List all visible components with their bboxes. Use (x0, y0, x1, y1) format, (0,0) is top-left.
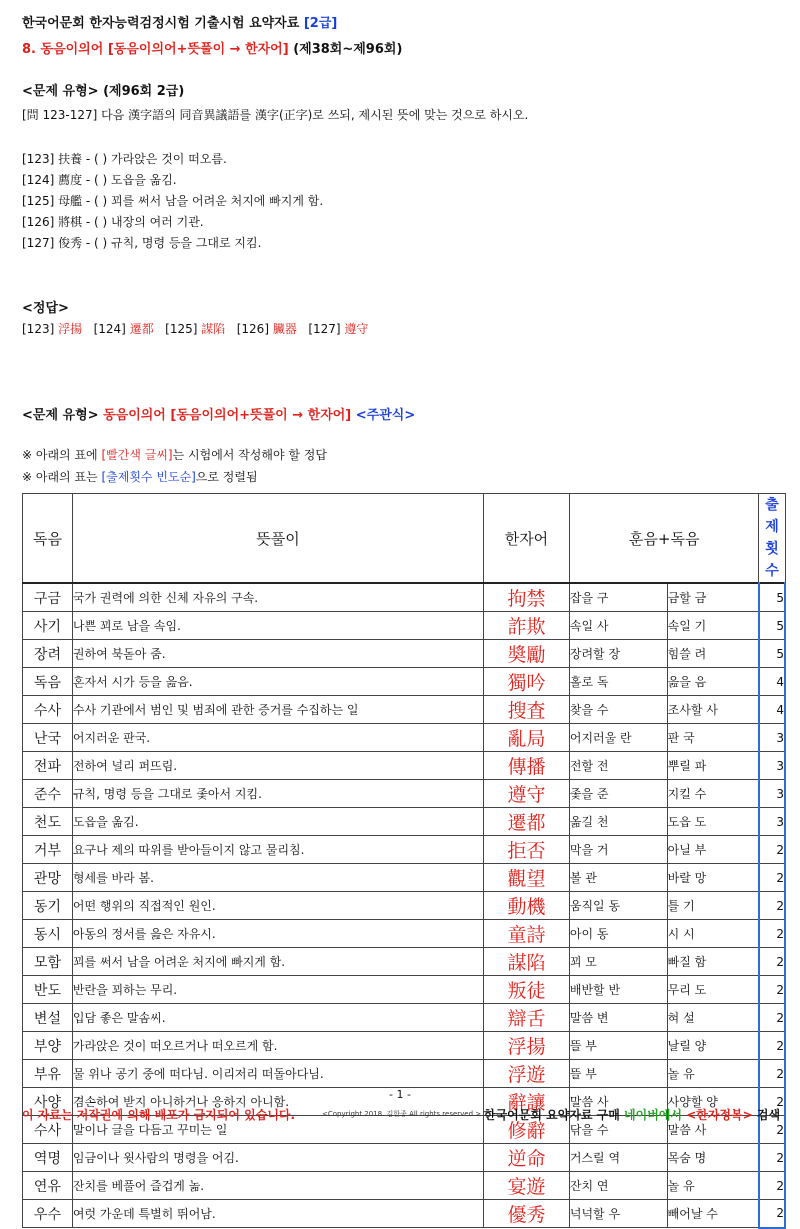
frequency-cell: 2 (759, 1116, 785, 1144)
frequency-cell: 2 (759, 1144, 785, 1172)
section-title-range: (제38회~제96회) (288, 42, 403, 57)
hanja-cell: 謀陷 (484, 948, 570, 976)
section-title-red: 8. 동음이의어 [동음이의어+뜻풀이 → 한자어] (22, 42, 289, 57)
frequency-cell: 2 (759, 976, 785, 1004)
meaning-cell: 수사 기관에서 범인 및 범죄에 관한 증거를 수집하는 일 (72, 696, 483, 724)
header-frequency-line1: 출제 (765, 497, 779, 535)
hun-cell: 무리 도 (667, 976, 759, 1004)
hun-cell: 혀 설 (667, 1004, 759, 1032)
question-125: [125] 母艦 - ( ) 꾀를 써서 남을 어려운 처지에 빠지게 함. (22, 194, 324, 208)
hun-cell: 옮길 천 (569, 808, 667, 836)
hun-cell: 사양할 양 (667, 1088, 759, 1116)
hanja-cell: 浮遊 (484, 1060, 570, 1088)
copyright-notice: 이 자료는 저작권에 의해 배포가 금지되어 있습니다. (22, 1108, 296, 1122)
table-row (23, 1032, 786, 1060)
hanja-cell: 拘禁 (484, 583, 570, 612)
answer-num: [125] (165, 322, 198, 336)
frequency-cell: 5 (759, 583, 785, 612)
hun-cell: 홀로 독 (569, 668, 667, 696)
hun-cell: 빼어날 수 (667, 1200, 759, 1228)
note1-red: [빨간색 글씨] (101, 448, 173, 462)
meaning-cell: 어지러운 판국. (72, 724, 483, 752)
note1-a: ※ 아래의 표에 (22, 448, 102, 462)
hun-cell: 닦을 수 (569, 1116, 667, 1144)
reading-cell: 구금 (23, 583, 73, 612)
answer-value: 浮揚 (58, 322, 83, 336)
hun-cell: 판 국 (667, 724, 759, 752)
purchase-b: 검색 (752, 1108, 781, 1122)
purchase-red: <한자정복> (686, 1108, 753, 1122)
hanja-cell: 辭讓 (484, 1088, 570, 1116)
frequency-cell: 5 (759, 640, 785, 668)
hanja-cell: 優秀 (484, 1200, 570, 1228)
hun-cell: 빠질 함 (667, 948, 759, 976)
hun-cell: 장려할 장 (569, 640, 667, 668)
hun-cell: 넉넉할 우 (569, 1200, 667, 1228)
purchase-notice (484, 1106, 780, 1123)
page-number: - 1 - (389, 1088, 411, 1101)
header-meaning: 뜻풀이 (72, 494, 483, 584)
reading-cell: 준수 (23, 780, 73, 808)
hun-cell: 목숨 명 (667, 1144, 759, 1172)
heading-black: <문제 유형> (22, 408, 104, 423)
reading-cell: 난국 (23, 724, 73, 752)
meaning-cell: 국가 권력에 의한 신체 자유의 구속. (72, 583, 483, 612)
reading-cell: 연유 (23, 1172, 73, 1200)
answers-heading: <정답> (22, 301, 69, 316)
hun-cell: 뿌릴 파 (667, 752, 759, 780)
reading-cell: 변설 (23, 1004, 73, 1032)
reading-cell: 반도 (23, 976, 73, 1004)
frequency-cell: 2 (759, 948, 785, 976)
meaning-cell: 꾀를 써서 남을 어려운 처지에 빠지게 함. (72, 948, 483, 976)
heading-blue: <주관식> (355, 408, 416, 423)
hun-cell: 어지러울 란 (569, 724, 667, 752)
table-row (23, 583, 786, 612)
note-sort-order (22, 468, 258, 485)
meaning-cell: 가라앉은 것이 떠오르거나 떠오르게 함. (72, 1032, 483, 1060)
reading-cell: 수사 (23, 696, 73, 724)
reading-cell: 동시 (23, 920, 73, 948)
header-hanja: 한자어 (484, 494, 570, 584)
table-row (23, 724, 786, 752)
hanja-cell: 奬勵 (484, 640, 570, 668)
table-row (23, 780, 786, 808)
meaning-cell: 전하여 널리 퍼뜨림. (72, 752, 483, 780)
table-row (23, 1200, 786, 1228)
answer-num: [127] (308, 322, 341, 336)
note2-a: ※ 아래의 표는 (22, 470, 102, 484)
frequency-cell: 2 (759, 836, 785, 864)
hanja-cell: 浮揚 (484, 1032, 570, 1060)
hun-cell: 거스릴 역 (569, 1144, 667, 1172)
table-row (23, 1172, 786, 1200)
hanja-cell: 獨吟 (484, 668, 570, 696)
hanja-cell: 辯舌 (484, 1004, 570, 1032)
hun-cell: 좇을 준 (569, 780, 667, 808)
meaning-cell: 여럿 가운데 특별히 뛰어남. (72, 1200, 483, 1228)
document-title (22, 12, 337, 31)
meaning-cell: 입담 좋은 말솜씨. (72, 1004, 483, 1032)
hun-cell: 시 시 (667, 920, 759, 948)
reading-cell: 부유 (23, 1060, 73, 1088)
header-frequency-line2: 횟수 (765, 541, 779, 579)
frequency-cell: 5 (759, 612, 785, 640)
answer-value: 臟器 (272, 322, 297, 336)
note-red-text (22, 446, 327, 463)
header-reading: 독음 (23, 494, 73, 584)
purchase-green: 네이버에서 (624, 1108, 687, 1122)
frequency-cell: 2 (759, 1060, 785, 1088)
meaning-cell: 형세를 바라 봄. (72, 864, 483, 892)
hun-cell: 지킬 수 (667, 780, 759, 808)
hun-cell: 볼 관 (569, 864, 667, 892)
answer-num: [123] (22, 322, 55, 336)
meaning-cell: 도읍을 옮김. (72, 808, 483, 836)
table-row (23, 1004, 786, 1032)
frequency-cell: 2 (759, 1032, 785, 1060)
question-123: [123] 扶養 - ( ) 가라앉은 것이 떠오름. (22, 152, 227, 166)
answer-value: 遵守 (344, 322, 369, 336)
table-row (23, 668, 786, 696)
hun-cell: 뜰 부 (569, 1032, 667, 1060)
question-126: [126] 將棋 - ( ) 내장의 여러 기관. (22, 215, 204, 229)
reading-cell: 독음 (23, 668, 73, 696)
table-row (23, 976, 786, 1004)
frequency-cell: 4 (759, 668, 785, 696)
hun-cell: 말씀 변 (569, 1004, 667, 1032)
reading-cell: 장려 (23, 640, 73, 668)
hun-cell: 바랄 망 (667, 864, 759, 892)
reading-cell: 거부 (23, 836, 73, 864)
hun-cell: 놀 유 (667, 1172, 759, 1200)
table-row (23, 892, 786, 920)
question-127: [127] 俊秀 - ( ) 규칙, 명령 등을 그대로 지킴. (22, 236, 262, 250)
hun-cell: 틀 기 (667, 892, 759, 920)
reading-cell: 부양 (23, 1032, 73, 1060)
hun-cell: 도읍 도 (667, 808, 759, 836)
table-header-row (23, 494, 786, 584)
hun-cell: 말씀 사 (667, 1116, 759, 1144)
purchase-a: 한국어문회 요약자료 구매 (484, 1108, 625, 1122)
meaning-cell: 물 위나 공기 중에 떠다님. 이리저리 떠돌아다님. (72, 1060, 483, 1088)
frequency-cell: 3 (759, 724, 785, 752)
meaning-cell: 권하여 북돋아 줌. (72, 640, 483, 668)
reading-cell: 사양 (23, 1088, 73, 1116)
frequency-cell: 3 (759, 780, 785, 808)
answer-value: 遷都 (129, 322, 154, 336)
reading-cell: 전파 (23, 752, 73, 780)
meaning-cell: 임금이나 윗사람의 명령을 어김. (72, 1144, 483, 1172)
header-frequency (759, 494, 785, 584)
hanja-cell: 修辭 (484, 1116, 570, 1144)
table-row (23, 920, 786, 948)
hun-cell: 움직일 동 (569, 892, 667, 920)
hun-cell: 뜰 부 (569, 1060, 667, 1088)
hun-cell: 속일 기 (667, 612, 759, 640)
table-row (23, 948, 786, 976)
copyright-small: <Copyright 2018. 김한종 All rights reserved.> (322, 1110, 482, 1118)
title-main: 한국어문회 한자능력검정시험 기출시험 요약자료 (22, 16, 304, 31)
meaning-cell: 반란을 꾀하는 무리. (72, 976, 483, 1004)
meaning-cell: 어떤 행위의 직접적인 원인. (72, 892, 483, 920)
hun-cell: 배반할 반 (569, 976, 667, 1004)
hun-cell: 막을 거 (569, 836, 667, 864)
meaning-cell: 말이나 글을 다듬고 꾸미는 일 (72, 1116, 483, 1144)
answer-num: [126] (236, 322, 270, 336)
table-row (23, 808, 786, 836)
hun-cell: 날릴 양 (667, 1032, 759, 1060)
hun-cell: 아닐 부 (667, 836, 759, 864)
table-row (23, 864, 786, 892)
problem-instruction: [問 123-127] 다음 漢字語의 同音異議語를 漢字(正字)로 쓰되, 제시된 뜻에 맞는 것으로 하시오. (22, 108, 529, 122)
hanja-cell: 叛徒 (484, 976, 570, 1004)
reading-cell: 동기 (23, 892, 73, 920)
problem-type-2-heading (22, 404, 415, 423)
hun-cell: 조사할 사 (667, 696, 759, 724)
hanja-cell: 逆命 (484, 1144, 570, 1172)
hun-cell: 아이 동 (569, 920, 667, 948)
hun-cell: 잡을 구 (569, 583, 667, 612)
hun-cell: 잔치 연 (569, 1172, 667, 1200)
reading-cell: 역명 (23, 1144, 73, 1172)
note1-b: 는 시험에서 작성해야 할 정답 (172, 448, 327, 462)
answer-num: [124] (93, 322, 126, 336)
frequency-cell: 2 (759, 1172, 785, 1200)
hun-cell: 말씀 사 (569, 1088, 667, 1116)
heading-red: 동음이의어 [동음이의어+뜻풀이 → 한자어] (103, 408, 356, 423)
hun-cell: 힘쓸 려 (667, 640, 759, 668)
hun-cell: 금할 금 (667, 583, 759, 612)
hanja-cell: 搜査 (484, 696, 570, 724)
title-grade: [2급] (303, 16, 338, 31)
hun-cell: 찾을 수 (569, 696, 667, 724)
hanja-cell: 詐欺 (484, 612, 570, 640)
meaning-cell: 나쁜 꾀로 남을 속임. (72, 612, 483, 640)
table-body (23, 583, 786, 1228)
frequency-cell: 2 (759, 1200, 785, 1228)
question-124: [124] 薦度 - ( ) 도읍을 옮김. (22, 173, 177, 187)
problem-type-heading: <문제 유형> (제96회 2급) (22, 84, 185, 99)
meaning-cell: 잔치를 베풀어 즐겁게 놂. (72, 1172, 483, 1200)
hanja-cell: 遵守 (484, 780, 570, 808)
hun-cell: 읊을 음 (667, 668, 759, 696)
reading-cell: 관망 (23, 864, 73, 892)
hanja-cell: 遷都 (484, 808, 570, 836)
meaning-cell: 혼자서 시가 등을 읊음. (72, 668, 483, 696)
reading-cell: 사기 (23, 612, 73, 640)
frequency-cell: 2 (759, 920, 785, 948)
meaning-cell: 겸손하여 받지 아니하거나 응하지 아니함. (72, 1088, 483, 1116)
hun-cell: 꾀 모 (569, 948, 667, 976)
frequency-cell: 3 (759, 752, 785, 780)
frequency-cell: 2 (759, 1004, 785, 1032)
reading-cell: 모함 (23, 948, 73, 976)
note2-blue: [출제횟수 빈도순] (101, 470, 196, 484)
table-row (23, 612, 786, 640)
hanja-cell: 動機 (484, 892, 570, 920)
meaning-cell: 요구나 제의 따위를 받아들이지 않고 물리침. (72, 836, 483, 864)
section-title (22, 38, 402, 57)
frequency-cell: 3 (759, 808, 785, 836)
meaning-cell: 규칙, 명령 등을 그대로 좇아서 지킴. (72, 780, 483, 808)
frequency-cell: 2 (759, 1088, 785, 1116)
hanja-cell: 童詩 (484, 920, 570, 948)
frequency-cell: 2 (759, 892, 785, 920)
meaning-cell: 아동의 정서를 읊은 자유시. (72, 920, 483, 948)
reading-cell: 수사 (23, 1116, 73, 1144)
frequency-cell: 2 (759, 864, 785, 892)
hun-cell: 전할 전 (569, 752, 667, 780)
hanja-cell: 亂局 (484, 724, 570, 752)
table-row (23, 696, 786, 724)
table-row (23, 1060, 786, 1088)
hun-cell: 놀 유 (667, 1060, 759, 1088)
hanja-cell: 傳播 (484, 752, 570, 780)
table-row (23, 836, 786, 864)
answers-list (22, 320, 368, 337)
hun-cell: 속일 사 (569, 612, 667, 640)
hanja-cell: 宴遊 (484, 1172, 570, 1200)
note2-b: 으로 정렬됨 (195, 470, 258, 484)
hanja-cell: 觀望 (484, 864, 570, 892)
table-row (23, 1144, 786, 1172)
header-hun: 훈음+독음 (569, 494, 759, 584)
hanja-cell: 拒否 (484, 836, 570, 864)
table-row (23, 640, 786, 668)
frequency-cell: 4 (759, 696, 785, 724)
reading-cell: 우수 (23, 1200, 73, 1228)
answer-value: 謀陷 (201, 322, 226, 336)
reading-cell: 천도 (23, 808, 73, 836)
table-row (23, 752, 786, 780)
